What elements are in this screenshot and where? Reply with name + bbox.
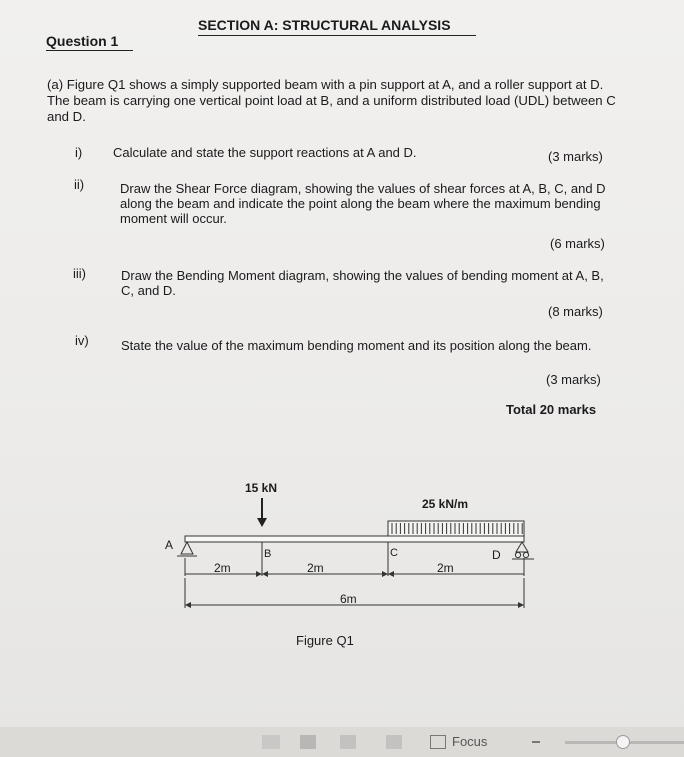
- read-mode-icon[interactable]: [262, 735, 280, 749]
- node-d-label: D: [492, 548, 501, 562]
- part-2-number: ii): [74, 177, 85, 192]
- section-title: SECTION A: STRUCTURAL ANALYSIS: [198, 17, 451, 33]
- question-intro: (a) Figure Q1 shows a simply supported beam with a pin support at A, and a roller support at D. The beam is carrying one vertical point load at B, and a uniform distributed load (UDL) between C and D.: [47, 77, 616, 124]
- span-bc-label: 2m: [307, 561, 324, 575]
- node-c-label: C: [390, 547, 398, 559]
- part-2-text: Draw the Shear Force diagram, showing the values of shear forces at A, B, C, and D along the beam and indicate the point along the beam where the maximum bending moment will occur.: [120, 181, 606, 226]
- status-bar: [0, 727, 684, 757]
- roller-support-d: [512, 542, 534, 559]
- focus-button[interactable]: Focus: [452, 734, 488, 749]
- figure-caption: Figure Q1: [296, 633, 354, 648]
- udl-load-block: [388, 521, 524, 536]
- part-3-marks: (8 marks): [548, 304, 603, 319]
- outline-view-icon[interactable]: [386, 735, 402, 749]
- span-cd-label: 2m: [437, 561, 454, 575]
- zoom-slider-handle[interactable]: [616, 735, 630, 749]
- part-4-text: State the value of the maximum bending moment and its position along the beam.: [121, 338, 592, 353]
- node-a-label: A: [165, 538, 174, 552]
- point-load-label: 15 kN: [245, 481, 278, 495]
- pin-support-a: [177, 542, 197, 556]
- focus-icon[interactable]: [430, 735, 446, 749]
- question-heading-underline: [46, 50, 133, 51]
- total-marks: Total 20 marks: [506, 402, 597, 417]
- part-3-number: iii): [73, 266, 86, 281]
- part-1-number: i): [75, 145, 83, 160]
- beam-figure: [150, 470, 550, 620]
- section-title-underline: [198, 35, 476, 36]
- print-layout-icon[interactable]: [300, 735, 316, 749]
- part-4-marks: (3 marks): [546, 372, 601, 387]
- segment-dimensions: [185, 558, 524, 577]
- beam: [185, 536, 524, 542]
- node-b-label: B: [264, 548, 272, 560]
- udl-label: 25 kN/m: [422, 497, 469, 511]
- total-span-label: 6m: [340, 592, 357, 606]
- point-load-arrow: [257, 498, 267, 527]
- question-heading: Question 1: [46, 33, 119, 49]
- part-2-marks: (6 marks): [550, 236, 605, 251]
- web-layout-icon[interactable]: [340, 735, 356, 749]
- part-1-marks: (3 marks): [548, 149, 603, 164]
- part-4-number: iv): [75, 333, 89, 348]
- part-3-text: Draw the Bending Moment diagram, showing the values of bending moment at A, B, C, and D.: [121, 268, 604, 298]
- zoom-out-icon[interactable]: [532, 741, 540, 743]
- part-1-text: Calculate and state the support reactions at A and D.: [113, 145, 417, 160]
- span-ab-label: 2m: [214, 561, 231, 575]
